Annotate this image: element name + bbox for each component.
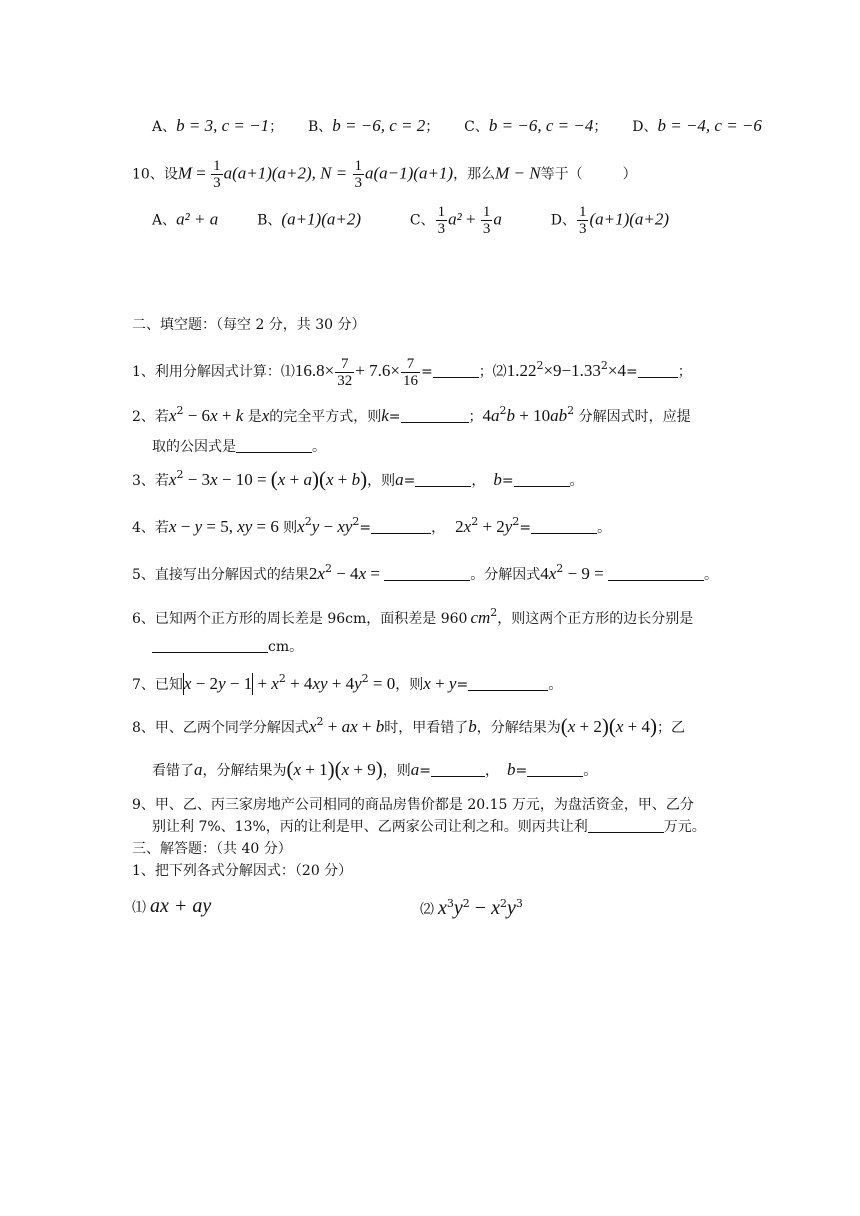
s2-q1: 1、利用分解因式计算：⑴16.8× $\frac{7}{32}$ + 7.6× $\frac{7}{16}$ = ；$⑵1.22^2\times 9-1.33^2\times 4=$ ；	[132, 355, 692, 389]
s2-q8: 8、甲、乙两个同学分解因式$x^2$ + ax + b时，甲看错了b，分解结果为(x + 2)(x + 4)；乙	[132, 714, 685, 738]
fraction: $\frac{1}{3}$	[482, 204, 491, 237]
q10-options: A、a² + a B、(a+1)(a+2) C、 $\frac{1}{3}$ a² + $\frac{1}{3}$ a D、 $\frac{1}{3}$ (a+1)(a+2)	[152, 204, 670, 237]
q9-option-a-expr: b = 3, c = −1	[176, 116, 270, 135]
answer-blank[interactable]	[152, 638, 268, 653]
answer-blank[interactable]	[468, 676, 548, 691]
s2-q2-line2: 取的公因式是 。	[152, 439, 326, 455]
fraction: $\frac{7}{32}$	[337, 355, 353, 389]
s2-q7: 7、已知$x - 2y - 1 + x^2 + 4xy + 4y^2 = 0$，则x + y= 。	[132, 672, 563, 693]
answer-blank[interactable]	[531, 519, 597, 534]
answer-blank[interactable]	[431, 762, 485, 777]
q10-option-b: (a+1)(a+2)	[281, 209, 361, 229]
q10-option-c-term2: a	[493, 209, 502, 229]
answer-blank[interactable]	[527, 762, 583, 777]
answer-blank[interactable]	[401, 408, 469, 423]
fraction: $\frac{1}{3}$	[578, 204, 587, 237]
q9-option-c-label: C、	[464, 119, 489, 135]
answer-blank[interactable]	[514, 472, 570, 487]
q9-options: A、b = 3, c = −1； B、b = −6, c = 2； C、b = −6, c = −4； D、b = −4, c = −6	[152, 116, 762, 135]
s2-q8-line2: 看错了a，分解结果为(x + 1)(x + 9)，则a= ， b= 。	[152, 757, 598, 781]
answer-blank[interactable]	[236, 438, 312, 453]
q9-option-c-expr: b = −6, c = −4	[488, 116, 594, 135]
s2-q4: 4、若x − y = 5, xy = 6 则$x^2y - xy^2=$ ， $2x^2 + 2y^2=$ 。	[132, 515, 612, 536]
q9-option-d-expr: b = −4, c = −6	[657, 116, 762, 135]
s3-part1: ⑴ ax + ay	[132, 895, 212, 917]
q9-option-a-label: A、	[152, 119, 177, 135]
q9-option-b-label: B、	[308, 119, 333, 135]
s2-q9: 9、甲、乙、丙三家房地产公司相同的商品房售价都是 20.15 万元，为盘活资金，甲、乙分	[132, 797, 694, 813]
answer-blank[interactable]	[588, 818, 664, 833]
s3-q1: 1、把下列各式分解因式：（20 分）	[132, 863, 353, 879]
s2-q9-line2: 别让利 7%、13%，丙的让利是甲、乙两家公司让利之和。则丙共让利 万元。	[152, 819, 706, 835]
section2-title: 二、填空题：（每空 2 分，共 30 分）	[132, 317, 366, 333]
s2-q5: 5、直接写出分解因式的结果$2x^2 - 4x$ = 。分解因式$4x^2 - 9$ = 。	[132, 562, 718, 583]
fraction: $\frac{7}{16}$	[402, 355, 418, 389]
answer-blank[interactable]	[608, 566, 704, 581]
s2-q6-line2: cm。	[152, 636, 303, 658]
s2-q3: 3、若$x^2 - 3x - 10 = (x + a)(x + b)$，则a= ， b= 。	[132, 467, 584, 491]
q9-option-b-expr: b = −6, c = 2	[332, 116, 426, 135]
answer-blank[interactable]	[371, 519, 431, 534]
q10-option-d: (a+1)(a+2)	[589, 209, 670, 229]
answer-blank[interactable]	[415, 472, 471, 487]
s3-part2: ⑵ $x^3y^2 - x^2y^3$	[420, 897, 523, 919]
q10-option-a: a² + a	[176, 209, 219, 229]
answer-blank[interactable]	[638, 363, 678, 378]
answer-blank[interactable]	[384, 566, 470, 581]
s2-q6: 6、已知两个正方形的周长差是 96cm，面积差是 960 $cm^2$，则这两个正方形的边长分别是	[132, 606, 694, 627]
fraction: $\frac{1}{3}$	[354, 158, 362, 191]
section3-title: 三、解答题：（共 40 分）	[132, 841, 292, 857]
answer-blank[interactable]	[433, 363, 479, 378]
q10-option-c-term1: a²	[448, 209, 462, 229]
q10-stem: 10、设M = $\frac{1}{3}$ a(a+1)(a+2), N = $\frac{1}{3}$ a(a−1)(a+1)，那么M − N等于（ ）	[132, 158, 637, 191]
fraction: $\frac{1}{3}$	[213, 158, 221, 191]
q9-option-d-label: D、	[632, 119, 658, 135]
s2-q2: 2、若$x^2 - 6x + k$ 是x的完全平方式，则k= ；$4a^2b + 10ab^2$ 分解因式时，应提	[132, 404, 691, 425]
fraction: $\frac{1}{3}$	[437, 204, 446, 237]
